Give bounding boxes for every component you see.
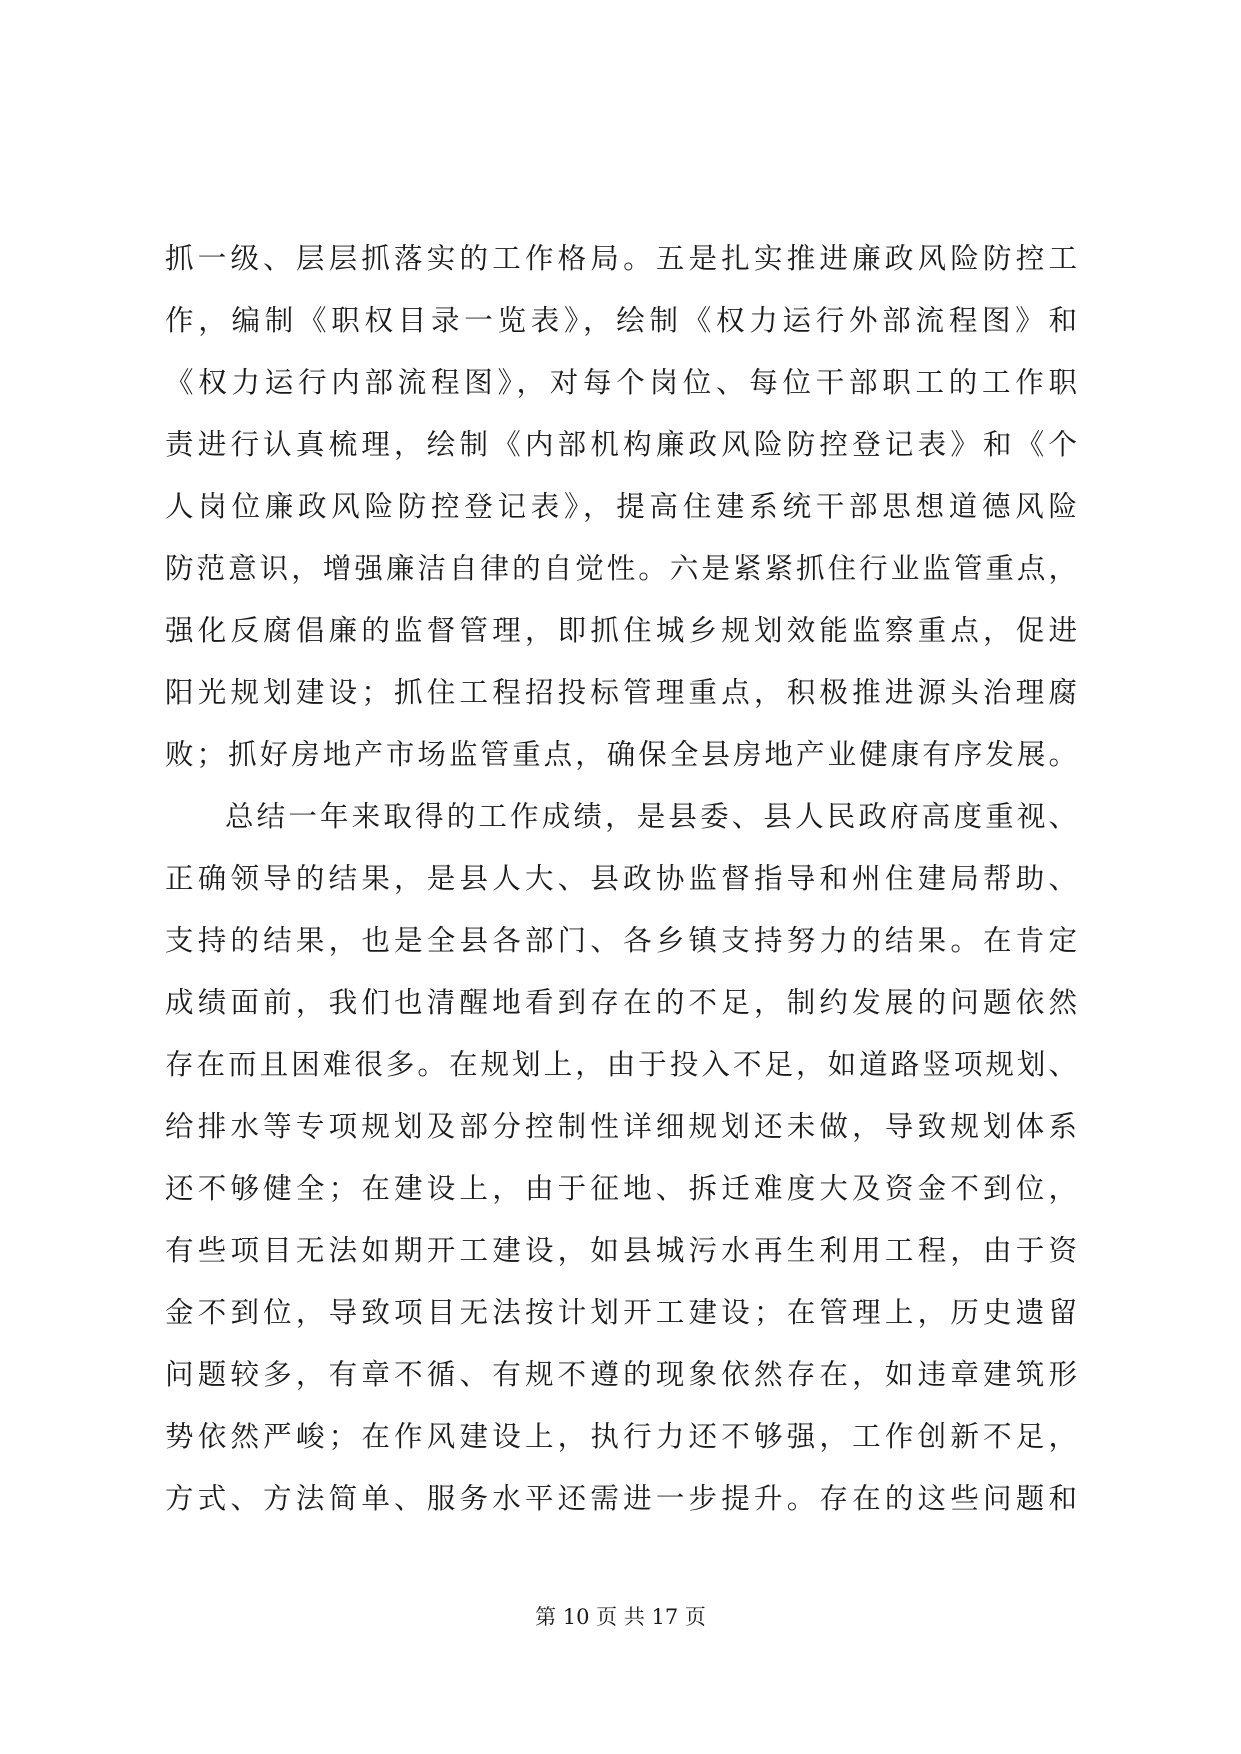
text-line: 作，编制《职权目录一览表》，绘制《权力运行外部流程图》和 [165, 304, 1077, 337]
paragraph [165, 786, 1077, 1530]
text-line: 《权力运行内部流程图》，对每个岗位、每位干部职工的工作职 [165, 366, 1077, 399]
text-line: 防范意识，增强廉洁自律的自觉性。六是紧紧抓住行业监管重点， [165, 552, 1077, 585]
page-number-footer: 第 10 页 共 17 页 [535, 1605, 706, 1629]
text-line: 总结一年来取得的工作成绩，是县委、县人民政府高度重视、 [225, 800, 1077, 833]
text-line: 金不到位，导致项目无法按计划开工建设；在管理上，历史遗留 [165, 1296, 1077, 1329]
text-line: 给排水等专项规划及部分控制性详细规划还未做，导致规划体系 [165, 1110, 1077, 1143]
text-line: 有些项目无法如期开工建设，如县城污水再生利用工程，由于资 [165, 1234, 1077, 1267]
text-line: 成绩面前，我们也清醒地看到存在的不足，制约发展的问题依然 [165, 986, 1077, 1019]
text-line: 阳光规划建设；抓住工程招投标管理重点，积极推进源头治理腐 [165, 676, 1077, 709]
document-body [165, 228, 1077, 1530]
text-line: 败；抓好房地产市场监管重点，确保全县房地产业健康有序发展。 [165, 738, 1077, 771]
text-line: 抓一级、层层抓落实的工作格局。五是扎实推进廉政风险防控工 [165, 242, 1077, 275]
text-line: 势依然严峻；在作风建设上，执行力还不够强，工作创新不足， [165, 1420, 1077, 1453]
text-line: 方式、方法简单、服务水平还需进一步提升。存在的这些问题和 [165, 1482, 1077, 1515]
text-line: 还不够健全；在建设上，由于征地、拆迁难度大及资金不到位， [165, 1172, 1077, 1205]
text-line: 人岗位廉政风险防控登记表》，提高住建系统干部思想道德风险 [165, 490, 1077, 523]
paragraph [165, 228, 1077, 786]
text-line: 责进行认真梳理，绘制《内部机构廉政风险防控登记表》和《个 [165, 428, 1077, 461]
text-line: 问题较多，有章不循、有规不遵的现象依然存在，如违章建筑形 [165, 1358, 1077, 1391]
text-line: 支持的结果，也是全县各部门、各乡镇支持努力的结果。在肯定 [165, 924, 1077, 957]
text-line: 正确领导的结果，是县人大、县政协监督指导和州住建局帮助、 [165, 862, 1077, 895]
text-line: 强化反腐倡廉的监督管理，即抓住城乡规划效能监察重点，促进 [165, 614, 1077, 647]
text-line: 存在而且困难很多。在规划上，由于投入不足，如道路竖项规划、 [165, 1048, 1077, 1081]
